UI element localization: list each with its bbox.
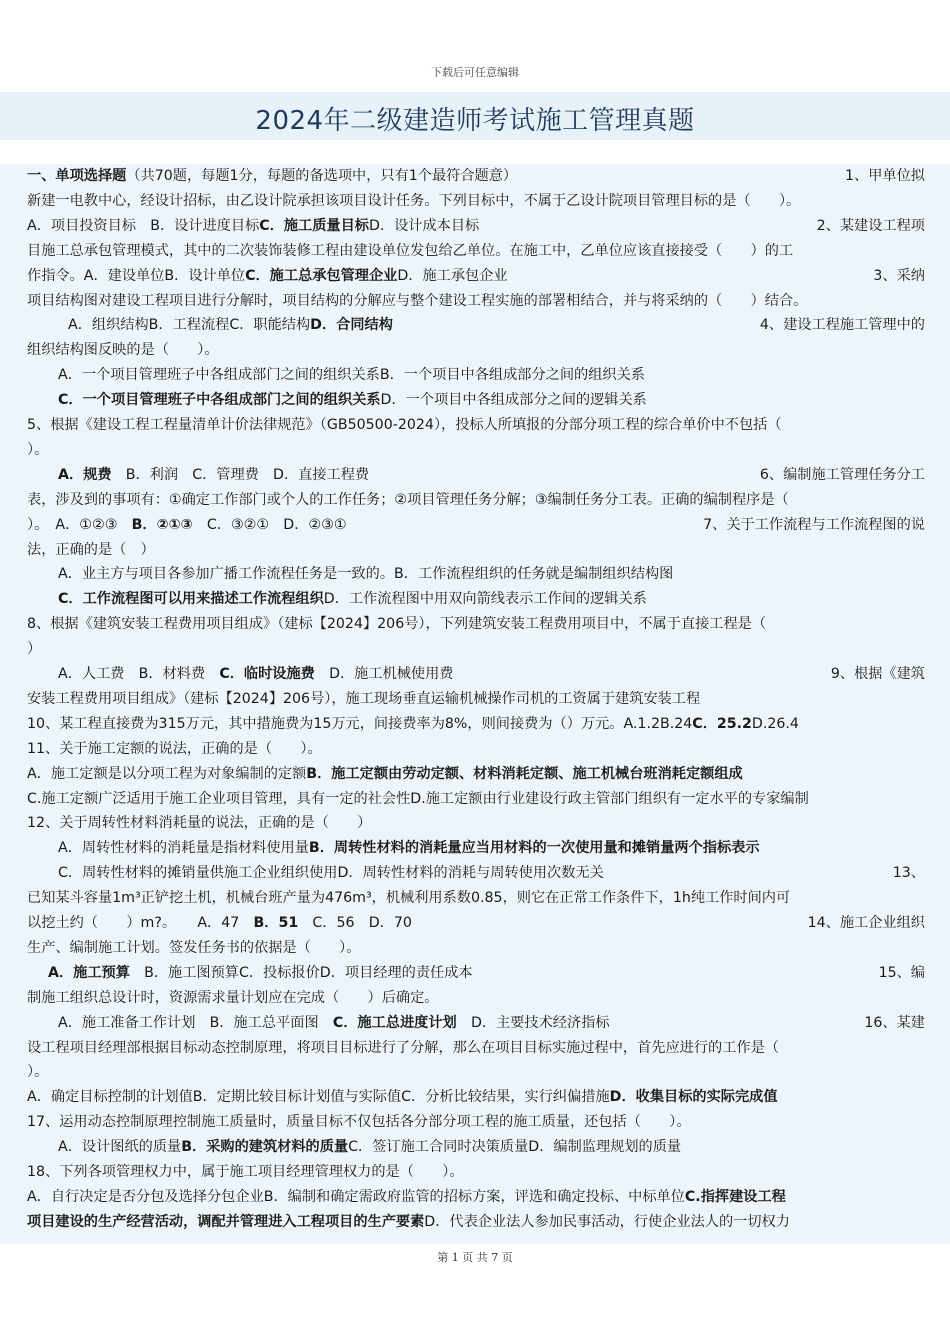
question-text: 组织结构图反映的是（ ）。 — [27, 342, 219, 359]
text-line — [27, 289, 925, 313]
text-line — [27, 737, 925, 761]
question-text: 法，正确的是（ ） — [27, 541, 155, 558]
text-line — [27, 886, 925, 910]
text-line — [27, 488, 925, 512]
question-text: C．③②① D．②③① — [192, 516, 347, 533]
question-text: D．一个项目中各组成部分之间的逻辑关系 — [380, 392, 647, 409]
question-text: ）。 — [27, 1064, 49, 1081]
question-text: （共70题，每题1分，每题的备选项中，只有1个最符合题意） — [126, 168, 518, 184]
question-text: A．人工费 B．材料费 — [58, 666, 220, 682]
answer-text: B．51 — [253, 915, 299, 931]
text-line — [27, 762, 925, 786]
question-text: 生产、编制施工计划。签发任务书的依据是（ ）。 — [27, 939, 361, 956]
page-footer: 第 1 页 共 7 页 — [437, 1251, 513, 1264]
question-text: 目施工总承包管理模式，其中的二次装饰装修工程由建设单位发包给乙单位。在施工中，乙单位应该直接接受（ ）的工 — [27, 242, 794, 259]
answer-text: B．周转性材料的消耗量应当用材料的一次使用量和摊销量两个指标表示 — [308, 840, 760, 857]
question-text: 12、关于周转性材料消耗量的说法，正确的是（ ） — [27, 815, 372, 832]
question-text: A．确定目标控制的计划值B．定期比较目标计划值与实际值C．分析比较结果，实行纠偏措施 — [27, 1089, 610, 1106]
question-text: 作指令。A．建设单位B．设计单位 — [27, 267, 246, 284]
text-line — [27, 513, 925, 537]
text-line — [58, 562, 925, 586]
text-line — [27, 936, 925, 960]
answer-text: C.指挥建设工程 — [684, 1188, 786, 1205]
question-text: 10、某工程直接费为315万元，其中措施费为15万元，间接费率为8%，则间接费为（）万元。A.1.2B.24 — [27, 715, 693, 732]
text-line — [27, 1085, 925, 1109]
next-question-start: 13、 — [887, 861, 925, 885]
answer-text: C．25.2 — [692, 715, 752, 732]
answer-text: C．工作流程图可以用来描述工作流程组织 — [58, 591, 324, 608]
answer-text: D．合同结构 — [310, 317, 393, 334]
question-text: B．利润 C．管理费 D．直接工程费 — [111, 466, 370, 483]
question-text: A．设计图纸的质量 — [58, 1139, 182, 1156]
question-text: B．施工图预算C．投标报价D．项目经理的责任成本 — [129, 964, 473, 981]
text-line — [58, 587, 925, 611]
question-text: D．施工承包企业 — [397, 267, 508, 284]
question-text: A．施工定额是以分项工程为对象编制的定额 — [27, 765, 307, 782]
text-line — [27, 164, 925, 188]
question-text: D．设计成本目标 — [369, 217, 480, 234]
question-text: D．工作流程图中用双向箭线表示工作间的逻辑关系 — [323, 591, 647, 608]
question-text: A．组织结构B．工程流程C．职能结构 — [68, 317, 311, 334]
question-text: A．项目投资目标 B．设计进度目标 — [27, 217, 260, 234]
text-line — [27, 239, 925, 263]
question-text: C．56 D．70 — [298, 915, 412, 931]
text-line — [58, 1011, 925, 1035]
text-line — [27, 1110, 925, 1134]
answer-text: B．施工定额由劳动定额、材料消耗定额、施工机械台班消耗定额组成 — [306, 765, 743, 782]
text-line — [27, 911, 925, 935]
question-text: C．签订施工合同时决策质量D．编制监理规划的质量 — [348, 1139, 682, 1156]
text-line — [27, 264, 925, 288]
text-line — [68, 313, 925, 337]
text-line — [27, 214, 925, 238]
question-text: 表，涉及到的事项有：①确定工作部门或个人的工作任务；②项目管理任务分解；③编制任务分工表。正确的编制程序是（ — [27, 491, 789, 508]
question-text: D.26.4 — [751, 715, 799, 732]
text-line — [27, 1185, 925, 1209]
next-question-start: 3、采纳 — [867, 264, 925, 288]
text-line — [27, 1060, 925, 1084]
answer-text: C．临时设施费 — [219, 666, 315, 682]
answer-text: B．采购的建筑材料的质量 — [181, 1139, 349, 1156]
next-question-start: 2、某建设工程项 — [811, 214, 925, 238]
answer-text: 项目建设的生产经营活动，调配并管理进入工程项目的生产要素 — [27, 1213, 425, 1230]
text-line — [27, 811, 925, 835]
question-text: A．一个项目管理班子中各组成部门之间的组织关系B．一个项目中各组成部分之间的组织关系 — [58, 367, 645, 384]
text-line — [27, 612, 925, 636]
question-text: 8、根据《建筑安装工程费用项目组成》（建标【2024】206号），下列建筑安装工程费用项目中，不属于直接工程是（ — [27, 616, 767, 633]
text-line — [27, 687, 925, 711]
question-text: 安装工程费用项目组成》（建标【2024】206号），施工现场垂直运输机械操作司机的工资属于建筑安装工程 — [27, 690, 701, 707]
question-text: A．自行决定是否分包及选择分包企业B．编制和确定需政府监管的招标方案，评选和确定投标、中标单位 — [27, 1188, 685, 1205]
text-line — [58, 363, 925, 387]
question-text: A．业主方与项目各参加广播工作流程任务是一致的。B．工作流程组织的任务就是编制组织结构图 — [58, 566, 674, 583]
answer-text: A．规费 — [58, 466, 112, 483]
question-text: 项目结构图对建设工程项目进行分解时，项目结构的分解应与整个建设工程实施的部署相结合，并与将采纳的（ ）结合。 — [27, 292, 808, 309]
question-text: D．代表企业法人参加民事活动，行使企业法人的一切权力 — [424, 1213, 790, 1230]
text-line — [58, 463, 925, 487]
question-text: A．施工准备工作计划 B．施工总平面图 — [58, 1014, 333, 1031]
text-line — [27, 986, 925, 1010]
question-text: 18、下列各项管理权力中，属于施工项目经理管理权力的是（ ）。 — [27, 1164, 464, 1180]
text-line — [58, 662, 925, 686]
text-line — [27, 787, 925, 811]
text-line — [58, 1135, 925, 1159]
next-question-start: 6、编制施工管理任务分工 — [754, 463, 925, 487]
text-line — [58, 861, 925, 885]
next-question-start: 4、建设工程施工管理中的 — [754, 313, 925, 337]
next-question-start: 14、施工企业组织 — [802, 911, 925, 935]
next-question-start: 16、某建 — [858, 1011, 925, 1035]
answer-text: C．施工总承包管理企业 — [245, 267, 398, 284]
text-line — [27, 438, 925, 462]
question-text: C．周转性材料的摊销量供施工企业组织使用D．周转性材料的消耗与周转使用次数无关 — [58, 865, 604, 882]
text-line — [27, 189, 925, 213]
question-text: 制施工组织总设计时，资源需求量计划应在完成（ ）后确定。 — [27, 989, 439, 1006]
question-text: D．施工机械使用费 — [314, 666, 454, 682]
answer-text: C．施工总进度计划 — [332, 1014, 457, 1031]
text-line — [27, 637, 925, 661]
text-line — [48, 961, 925, 985]
text-line — [27, 1160, 925, 1184]
question-text: 以挖土约（ ）m?。 A．47 — [27, 915, 254, 931]
question-text: 11、关于施工定额的说法，正确的是（ ）。 — [27, 740, 322, 757]
answer-text: 一、单项选择题 — [27, 168, 127, 184]
question-text: C.施工定额广泛适用于施工企业项目管理，具有一定的社会性D.施工定额由行业建设行政主管部门组织有一定水平的专家编制 — [27, 790, 809, 807]
next-question-start: 7、关于工作流程与工作流程图的说 — [697, 513, 925, 537]
page-title: 2024年二级建造师考试施工管理真题 — [255, 106, 695, 136]
next-question-start: 1、甲单位拟 — [839, 164, 925, 188]
question-text: 17、运用动态控制原理控制施工质量时，质量目标不仅包括各分部分项工程的施工质量，还包括（ ）。 — [27, 1114, 691, 1131]
question-text: 已知某斗容量1m³正铲挖土机，机械台班产量为476m³，机械利用系数0.85，则它在正常工作条件下，1h纯工作时间内可 — [27, 890, 791, 907]
answer-text: D．收集目标的实际完成值 — [609, 1089, 778, 1106]
text-line — [27, 712, 925, 736]
text-line — [27, 538, 925, 562]
text-line — [27, 1210, 925, 1234]
text-line — [27, 338, 925, 362]
next-question-start: 9、根据《建筑 — [825, 662, 925, 686]
question-text: A．周转性材料的消耗量是指材料使用量 — [58, 840, 309, 857]
question-content — [0, 164, 950, 1244]
question-text: 新建一电教中心，经设计招标，由乙设计院承担该项目设计任务。下列目标中，不属于乙设计院项目管理目标的是（ ）。 — [27, 192, 801, 209]
answer-text: B．②①③ — [131, 516, 193, 533]
text-line — [27, 1036, 925, 1060]
header-note: 下载后可任意编辑 — [431, 66, 519, 79]
text-line — [58, 836, 925, 860]
question-text: 设工程项目经理部根据目标动态控制原理，将项目目标进行了分解，那么在项目目标实施过程中，首先应进行的工作是（ — [27, 1039, 779, 1056]
question-text: 5、根据《建设工程工程量清单计价法律规范》（GB50500-2024），投标人所填报的分部分项工程的综合单价中不包括（ — [27, 417, 782, 433]
answer-text: A．施工预算 — [48, 964, 130, 981]
question-text: ）。 — [27, 441, 49, 458]
question-text: D．主要技术经济指标 — [456, 1014, 610, 1031]
text-line — [58, 388, 925, 412]
answer-text: C．一个项目管理班子中各组成部门之间的组织关系 — [58, 392, 381, 409]
next-question-start: 15、编 — [873, 961, 925, 985]
answer-text: C．施工质量目标 — [259, 217, 369, 234]
question-text: ）。 A．①②③ — [27, 516, 132, 533]
text-line — [27, 413, 925, 437]
question-text: ） — [27, 641, 42, 658]
